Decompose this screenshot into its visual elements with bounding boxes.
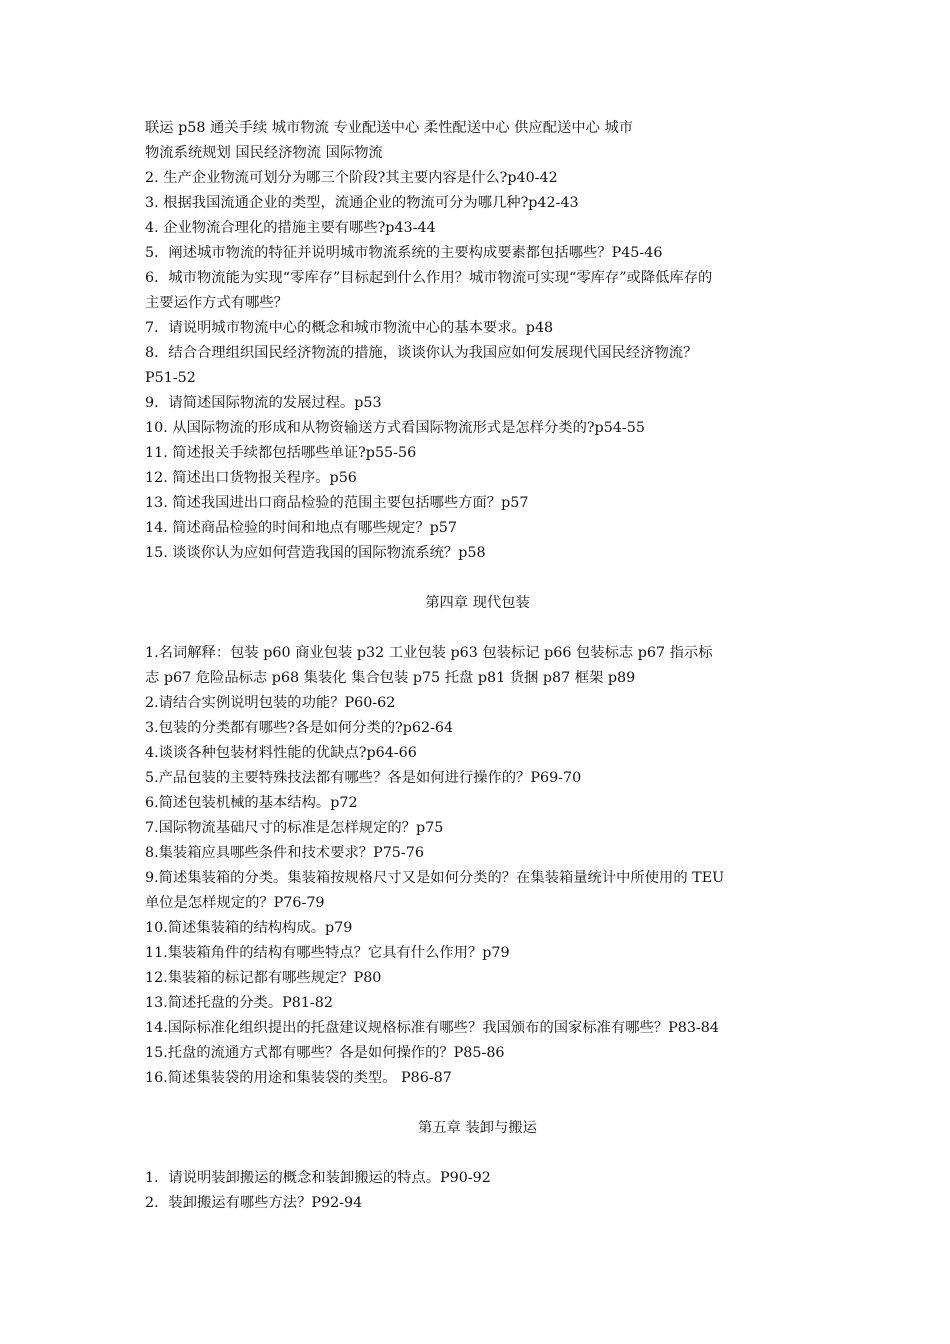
ch3-question-8-line-1: 8．结合合理组织国民经济物流的措施，谈谈你认为我国应如何发展现代国民经济物流？ (145, 345, 698, 361)
ch4-question-4: 4.谈谈各种包装材料性能的优缺点?p64-66 (145, 745, 417, 761)
ch3-question-12: 12. 简述出口货物报关程序。p56 (145, 470, 357, 486)
ch3-question-15: 15. 谈谈你认为应如何营造我国的国际物流系统？p58 (145, 545, 486, 561)
ch3-question-7: 7．请说明城市物流中心的概念和城市物流中心的基本要求。p48 (145, 320, 554, 336)
ch4-question-13: 13.简述托盘的分类。P81-82 (145, 995, 333, 1011)
ch4-question-11: 11.集装箱角件的结构有哪些特点？它具有什么作用？p79 (145, 945, 510, 961)
chapter-4-heading: 第四章 现代包装 (425, 595, 530, 611)
ch4-question-16: 16.简述集装袋的用途和集装袋的类型。 P86-87 (145, 1070, 452, 1086)
ch5-question-2: 2．装卸搬运有哪些方法？P92-94 (145, 1195, 363, 1211)
ch4-question-14: 14.国际标准化组织提出的托盘建议规格标准有哪些？我国颁布的国家标准有哪些？P83-84 (145, 1020, 719, 1036)
ch4-question-1-line-1: 1.名词解释：包装 p60 商业包装 p32 工业包装 p63 包装标记 p66 包装标志 p67 指示标 (145, 645, 713, 661)
terms-line-1: 联运 p58 通关手续 城市物流 专业配送中心 柔性配送中心 供应配送中心 城市 (145, 120, 634, 136)
ch4-question-12: 12.集装箱的标记都有哪些规定？P80 (145, 970, 382, 986)
ch3-question-5: 5．阐述城市物流的特征并说明城市物流系统的主要构成要素都包括哪些？P45-46 (145, 245, 663, 261)
document-page (145, 116, 810, 1216)
ch4-question-10: 10.简述集装箱的结构构成。p79 (145, 920, 353, 936)
ch4-question-8: 8.集装箱应具哪些条件和技术要求？P75-76 (145, 845, 424, 861)
ch4-question-9-line-1: 9.简述集装箱的分类。集装箱按规格尺寸又是如何分类的？在集装箱量统计中所使用的 TEU (145, 870, 725, 886)
ch3-question-2: 2. 生产企业物流可划分为哪三个阶段?其主要内容是什么?p40-42 (145, 170, 558, 186)
ch3-question-4: 4. 企业物流合理化的措施主要有哪些?p43-44 (145, 220, 436, 236)
ch3-question-6-line-1: 6．城市物流能为实现“零库存”目标起到什么作用？城市物流可实现“零库存”或降低库存的 (145, 270, 713, 286)
ch3-question-9: 9．请简述国际物流的发展过程。p53 (145, 395, 382, 411)
ch3-question-14: 14. 简述商品检验的时间和地点有哪些规定？p57 (145, 520, 457, 536)
ch3-question-10: 10. 从国际物流的形成和从物资输送方式看国际物流形式是怎样分类的?p54-55 (145, 420, 645, 436)
ch3-question-13: 13. 简述我国进出口商品检验的范围主要包括哪些方面？p57 (145, 495, 529, 511)
ch4-question-9-line-2: 单位是怎样规定的？P76-79 (145, 895, 325, 911)
ch4-question-6: 6.简述包装机械的基本结构。p72 (145, 795, 358, 811)
ch4-question-2: 2.请结合实例说明包装的功能？P60-62 (145, 695, 396, 711)
terms-line-2: 物流系统规划 国民经济物流 国际物流 (145, 145, 383, 161)
ch3-question-8-line-2: P51-52 (145, 370, 196, 386)
ch4-question-1-line-2: 志 p67 危险品标志 p68 集装化 集合包装 p75 托盘 p81 货捆 p87 框架 p89 (145, 670, 636, 686)
ch4-question-7: 7.国际物流基础尺寸的标准是怎样规定的？p75 (145, 820, 444, 836)
ch3-question-11: 11. 简述报关手续都包括哪些单证?p55-56 (145, 445, 417, 461)
ch4-question-15: 15.托盘的流通方式都有哪些？各是如何操作的？P85-86 (145, 1045, 505, 1061)
spacer (145, 566, 810, 591)
spacer (145, 1091, 810, 1116)
ch4-question-5: 5.产品包装的主要特殊技法都有哪些？各是如何进行操作的？P69-70 (145, 770, 582, 786)
ch3-question-6-line-2: 主要运作方式有哪些？ (145, 295, 288, 311)
chapter-5-heading: 第五章 装卸与搬运 (418, 1120, 537, 1136)
spacer (145, 616, 810, 641)
ch3-question-3: 3. 根据我国流通企业的类型，流通企业的物流可分为哪几种?p42-43 (145, 195, 579, 211)
ch5-question-1: 1．请说明装卸搬运的概念和装卸搬运的特点。P90-92 (145, 1170, 491, 1186)
spacer (145, 1141, 810, 1166)
ch4-question-3: 3.包装的分类都有哪些?各是如何分类的?p62-64 (145, 720, 454, 736)
